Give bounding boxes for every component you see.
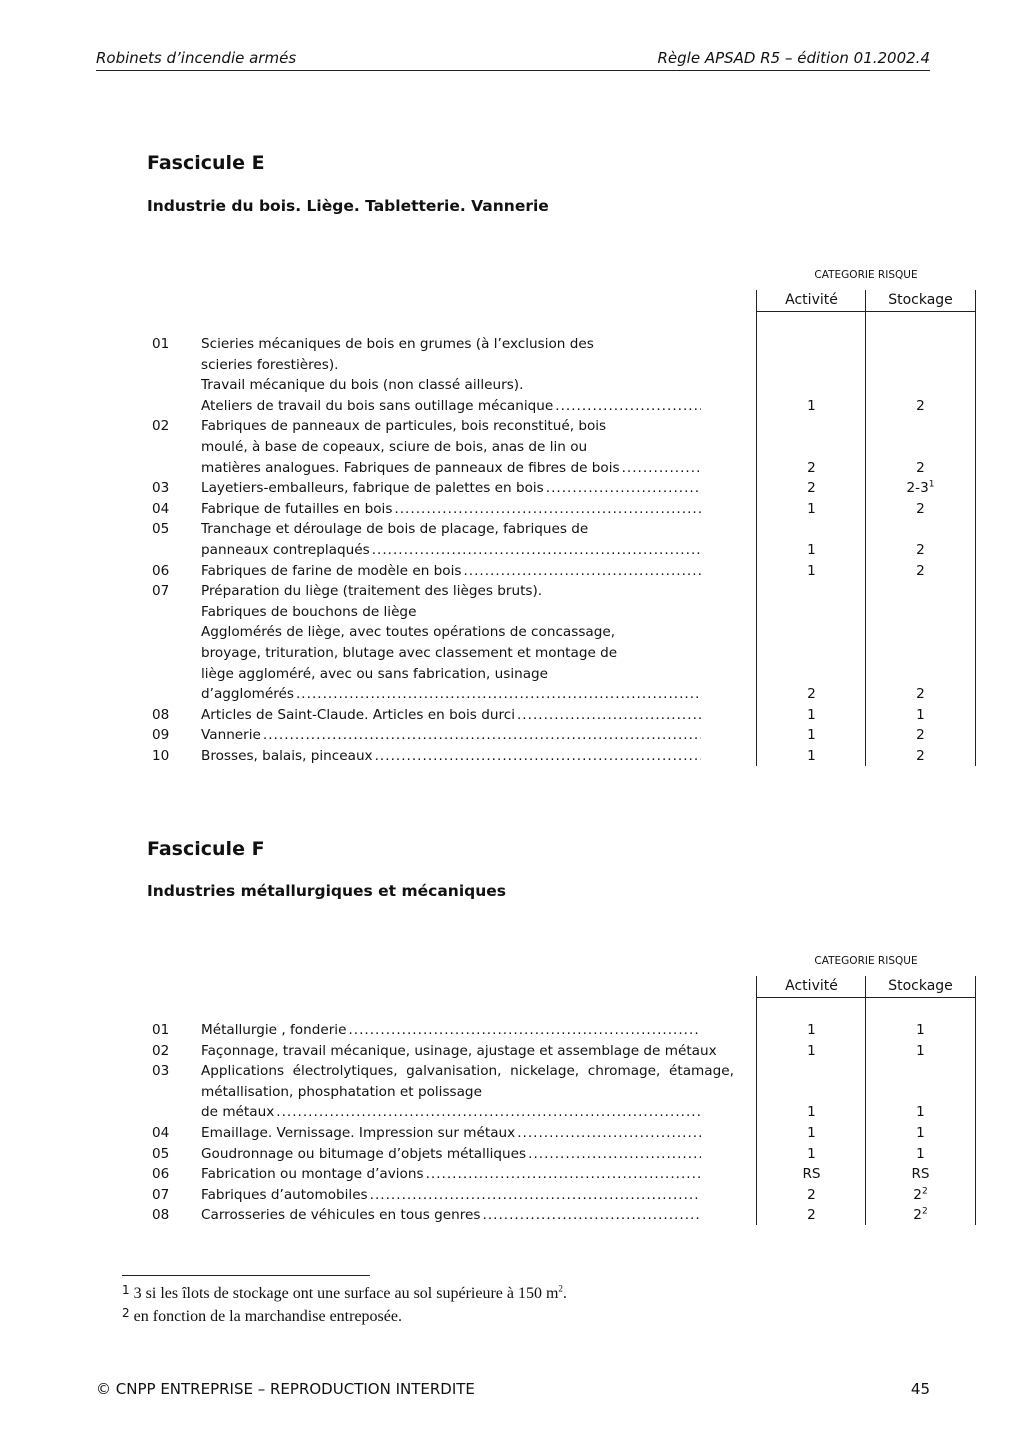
stockage-cell	[866, 705, 975, 726]
row-text: moulé, à base de copeaux, sciure de bois, anas de lin ou	[201, 439, 588, 455]
stockage-value: 2	[916, 459, 925, 476]
row-description	[201, 1123, 701, 1144]
stockage-cell	[866, 1123, 975, 1144]
activite-value: 2	[807, 1207, 816, 1224]
row-description	[201, 375, 701, 396]
footer-copyright: © CNPP ENTREPRISE – REPRODUCTION INTERDITE	[96, 1380, 475, 1398]
footnote-end: .	[562, 1285, 567, 1302]
stockage-value: 2	[916, 542, 925, 558]
row-text: d’agglomérés	[201, 686, 294, 703]
stockage-cell	[866, 684, 975, 705]
row-text: Préparation du liège (traitement des lièges bruts).	[201, 583, 543, 600]
row-text: métallisation, phosphatation et polissage	[201, 1083, 482, 1100]
row-description	[201, 458, 701, 479]
stockage-cell	[866, 1185, 975, 1206]
row-number: 02	[152, 418, 170, 435]
table-row	[0, 705, 1024, 726]
activite-value: 1	[807, 706, 816, 723]
row-description	[201, 540, 701, 561]
row-number: 03	[152, 1063, 170, 1080]
stockage-cell	[866, 540, 975, 561]
footnote-text: 3 si les îlots de stockage ont une surface au sol supérieure à 150 m	[133, 1285, 559, 1302]
stockage-cell	[866, 1102, 975, 1123]
table-row	[0, 334, 1024, 355]
table-row	[0, 622, 1024, 643]
activite-value: 1	[807, 562, 816, 579]
table-row	[0, 375, 1024, 396]
table-row	[0, 416, 1024, 437]
stockage-cell	[866, 499, 975, 520]
row-description	[201, 561, 701, 582]
table-row	[0, 355, 1024, 376]
row-description	[201, 1020, 701, 1041]
row-number: 07	[152, 1186, 170, 1203]
table-row	[0, 1020, 1024, 1041]
dot-leader	[463, 561, 701, 582]
dot-leader	[622, 458, 701, 479]
dot-leader	[375, 746, 701, 767]
stockage-cell	[866, 561, 975, 582]
row-number: 02	[152, 1042, 170, 1059]
dot-leader	[372, 540, 701, 561]
row-description	[201, 1144, 701, 1165]
row-text: Carrosseries de véhicules en tous genres	[201, 1207, 481, 1224]
dot-leader	[555, 396, 701, 417]
row-text: Scieries mécaniques de bois en grumes (à l’exclusion des	[201, 336, 594, 352]
row-number: 09	[152, 727, 170, 744]
table-row	[0, 1061, 1024, 1082]
stockage-value: 2	[913, 1186, 922, 1203]
row-description	[201, 1061, 734, 1082]
dot-leader	[528, 1144, 701, 1165]
table-row	[0, 1185, 1024, 1206]
row-description	[201, 684, 701, 705]
activite-value: 2	[807, 1186, 816, 1203]
row-number: 06	[152, 1166, 170, 1183]
stockage-cell	[866, 746, 975, 767]
row-number: 06	[152, 562, 170, 579]
stockage-value: 1	[916, 1022, 925, 1038]
row-number: 04	[152, 500, 170, 517]
row-text: Fabriques de bouchons de liège	[201, 603, 417, 620]
row-description	[201, 1082, 701, 1103]
row-description	[201, 1185, 701, 1206]
row-description	[201, 1205, 701, 1226]
page-footer	[96, 1380, 930, 1398]
row-text: panneaux contreplaqués	[201, 542, 370, 558]
row-description	[201, 1164, 701, 1185]
dot-leader	[276, 1102, 701, 1123]
footnote-mark: 2	[122, 1306, 130, 1320]
activite-value: 1	[807, 1145, 816, 1162]
row-text: broyage, trituration, blutage avec classement et montage de	[201, 645, 618, 661]
activite-value: 1	[807, 500, 816, 517]
row-description	[201, 499, 701, 520]
row-description	[201, 725, 701, 746]
column-headers	[757, 290, 975, 312]
row-text: Métallurgie , fonderie	[201, 1022, 347, 1038]
footnote-mark: 1	[122, 1283, 130, 1297]
section-title: Fascicule F	[147, 838, 265, 860]
table-row	[0, 1102, 1024, 1123]
row-number: 04	[152, 1125, 170, 1141]
row-number: 05	[152, 521, 170, 538]
table-row	[0, 1205, 1024, 1226]
stockage-value: 1	[916, 1125, 925, 1141]
table-row	[0, 746, 1024, 767]
stockage-cell	[866, 1164, 975, 1185]
row-text: Vannerie	[201, 727, 261, 744]
section-subtitle: Industries métallurgiques et mécaniques	[147, 882, 507, 900]
footnote-ref: 1	[928, 479, 935, 490]
table-row	[0, 458, 1024, 479]
column-headers	[757, 976, 975, 998]
row-number: 07	[152, 583, 170, 600]
activite-value: 1	[807, 397, 816, 414]
row-description	[201, 396, 701, 417]
stockage-value: 2	[913, 1207, 922, 1224]
row-description	[201, 437, 701, 458]
row-text: Goudronnage ou bitumage d’objets métalliques	[201, 1145, 527, 1162]
row-text: Agglomérés de liège, avec toutes opérations de concassage,	[201, 624, 616, 641]
stockage-value: 2	[916, 562, 925, 579]
row-text: Façonnage, travail mécanique, usinage, ajustage et assemblage de métaux	[201, 1042, 717, 1059]
activite-value: RS	[802, 1166, 821, 1183]
activite-value: 2	[807, 480, 816, 497]
footnote-1	[122, 1283, 567, 1303]
col-stockage: Stockage	[888, 978, 953, 994]
dot-leader	[263, 725, 701, 746]
row-text: scieries forestières).	[201, 356, 339, 373]
footnote-rule	[122, 1275, 370, 1276]
row-description	[201, 643, 701, 664]
row-text: Fabrication ou montage d’avions	[201, 1166, 424, 1183]
dot-leader	[517, 705, 701, 726]
table-row	[0, 1123, 1024, 1144]
row-text: liège aggloméré, avec ou sans fabrication, usinage	[201, 665, 549, 682]
row-number: 03	[152, 480, 170, 497]
table-row	[0, 478, 1024, 499]
stockage-cell	[866, 1144, 975, 1165]
activite-value: 1	[807, 1104, 816, 1121]
table-row	[0, 1164, 1024, 1185]
row-description	[201, 602, 701, 623]
footnote-2	[122, 1306, 402, 1326]
activite-value: 1	[807, 542, 816, 558]
category-label: CATEGORIE RISQUE	[814, 269, 918, 281]
table-row	[0, 664, 1024, 685]
table-row	[0, 437, 1024, 458]
category-label: CATEGORIE RISQUE	[814, 955, 918, 967]
stockage-cell	[866, 1041, 975, 1062]
row-description	[201, 334, 701, 355]
row-number: 01	[152, 1022, 170, 1038]
stockage-value: 2	[916, 686, 925, 703]
row-description	[201, 416, 701, 437]
activite-value: 1	[807, 1022, 816, 1038]
footnote-sup: 2	[558, 1283, 563, 1294]
row-description	[201, 746, 701, 767]
row-text: de métaux	[201, 1104, 275, 1121]
row-text: Tranchage et déroulage de bois de placage, fabriques de	[201, 521, 589, 538]
stockage-cell	[866, 1205, 975, 1226]
row-description	[201, 355, 701, 376]
table-row	[0, 643, 1024, 664]
stockage-value: 1	[916, 1104, 925, 1121]
row-text: Emaillage. Vernissage. Impression sur métaux	[201, 1125, 516, 1141]
row-text: Fabriques d’automobiles	[201, 1186, 368, 1203]
page-number: 45	[910, 1380, 930, 1398]
table-row	[0, 602, 1024, 623]
row-description	[201, 705, 701, 726]
activite-value: 1	[807, 1042, 816, 1059]
row-description	[201, 622, 701, 643]
activite-value: 2	[807, 686, 816, 703]
page-header	[96, 48, 930, 71]
stockage-cell	[866, 458, 975, 479]
stockage-value: RS	[911, 1166, 930, 1183]
stockage-cell	[866, 478, 975, 499]
row-text: Articles de Saint-Claude. Articles en bois durci	[201, 706, 515, 723]
table-row	[0, 581, 1024, 602]
table-row	[0, 499, 1024, 520]
stockage-cell	[866, 1020, 975, 1041]
row-description	[201, 1041, 717, 1062]
row-number: 08	[152, 706, 170, 723]
footnote-ref: 2	[921, 1206, 928, 1217]
stockage-value: 2-3	[906, 480, 929, 497]
row-number: 01	[152, 336, 170, 352]
row-number: 10	[152, 748, 170, 764]
table-row	[0, 540, 1024, 561]
section-title: Fascicule E	[147, 152, 265, 174]
activite-value: 1	[807, 748, 816, 764]
stockage-value: 1	[916, 706, 925, 723]
stockage-value: 2	[916, 748, 925, 764]
stockage-cell	[866, 725, 975, 746]
row-text: Travail mécanique du bois (non classé ailleurs).	[201, 377, 524, 394]
stockage-cell	[866, 396, 975, 417]
row-number: 05	[152, 1145, 170, 1162]
section-subtitle: Industrie du bois. Liège. Tabletterie. Vannerie	[147, 197, 549, 215]
header-edition: Règle APSAD R5 – édition 01.2002.4	[657, 49, 930, 67]
col-activite: Activité	[785, 978, 838, 994]
footnote-text: en fonction de la marchandise entreposée	[133, 1308, 398, 1325]
dot-leader	[370, 1185, 701, 1206]
row-text: Fabriques de panneaux de particules, bois reconstitué, bois	[201, 418, 607, 435]
dot-leader	[348, 1020, 701, 1041]
table-row	[0, 725, 1024, 746]
stockage-value: 2	[916, 397, 925, 414]
table-row	[0, 561, 1024, 582]
stockage-value: 2	[916, 500, 925, 517]
footnote-ref: 2	[921, 1186, 928, 1197]
dot-leader	[546, 478, 701, 499]
row-text: Fabrique de futailles en bois	[201, 500, 393, 517]
table-row	[0, 684, 1024, 705]
dot-leader	[483, 1205, 702, 1226]
row-description	[201, 478, 701, 499]
row-description	[201, 519, 701, 540]
row-description	[201, 664, 701, 685]
row-text: Brosses, balais, pinceaux	[201, 748, 373, 764]
row-number: 08	[152, 1207, 170, 1224]
table-row	[0, 396, 1024, 417]
row-text: Layetiers-emballeurs, fabrique de palettes en bois	[201, 480, 544, 497]
dot-leader	[296, 684, 701, 705]
activite-value: 2	[807, 459, 816, 476]
col-activite: Activité	[785, 292, 838, 308]
row-text: Applications électrolytiques, galvanisation, nickelage, chromage, étamage,	[201, 1063, 734, 1080]
col-stockage: Stockage	[888, 292, 953, 308]
dot-leader	[426, 1164, 701, 1185]
row-text: Fabriques de farine de modèle en bois	[201, 562, 462, 579]
row-text: Ateliers de travail du bois sans outillage mécanique	[201, 397, 554, 414]
stockage-value: 1	[916, 1042, 925, 1059]
stockage-value: 1	[916, 1145, 925, 1162]
row-description	[201, 1102, 701, 1123]
table-row	[0, 1041, 1024, 1062]
dot-leader	[517, 1123, 701, 1144]
header-title: Robinets d’incendie armés	[96, 49, 297, 67]
table-row	[0, 1082, 1024, 1103]
row-text: matières analogues. Fabriques de panneaux de fibres de bois	[201, 459, 620, 476]
activite-value: 1	[807, 1125, 816, 1141]
footnote-end: .	[397, 1308, 402, 1325]
dot-leader	[394, 499, 701, 520]
activite-value: 1	[807, 727, 816, 744]
row-description	[201, 581, 701, 602]
table-row	[0, 519, 1024, 540]
stockage-value: 2	[916, 727, 925, 744]
table-row	[0, 1144, 1024, 1165]
